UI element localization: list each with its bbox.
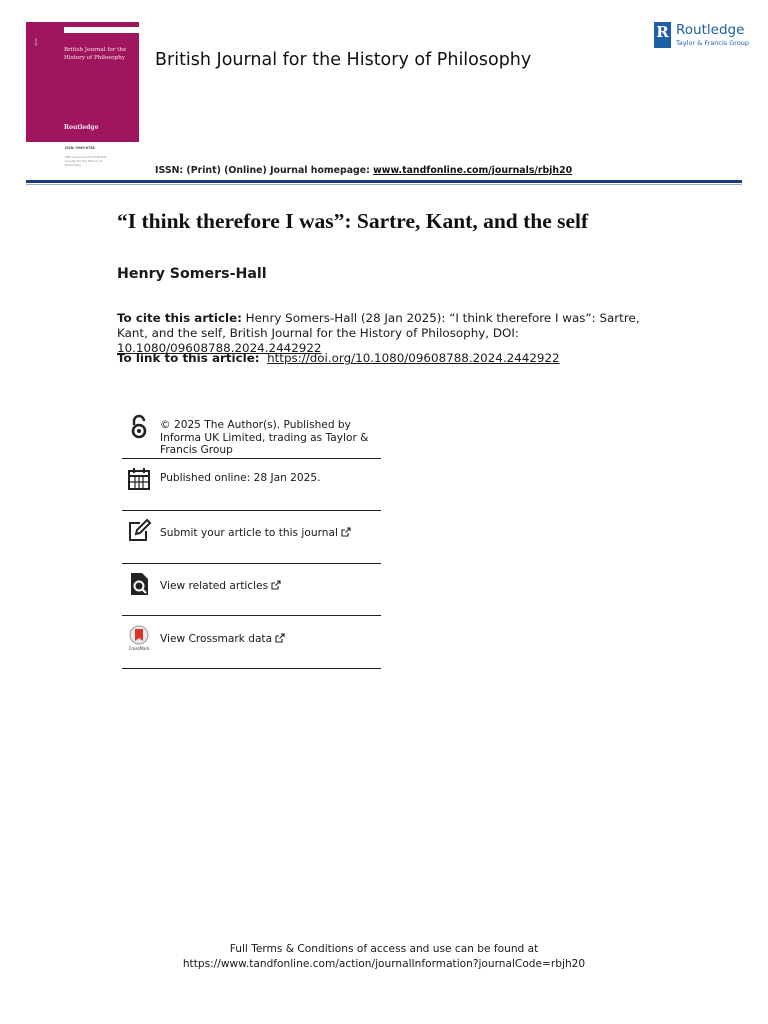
submit-article-item[interactable]: [122, 518, 381, 562]
cover-date: [112, 36, 136, 42]
routledge-mark-icon: [654, 22, 671, 48]
cover-volume: [64, 36, 88, 42]
divider: [122, 615, 381, 616]
cover-publisher-logo: [64, 124, 98, 131]
cover-title: British Journal for the History of Philosophy: [64, 47, 127, 61]
edit-icon: [126, 518, 152, 544]
cover-note: Official journal of the British Society for the History of Philosophy: [65, 155, 107, 167]
divider: [122, 458, 381, 459]
citation-label: To cite this article:: [117, 311, 242, 325]
issn-line: [155, 165, 572, 176]
cover-number: [88, 36, 112, 42]
citation-block: [117, 311, 665, 356]
cover-logo-name: Routledge: [64, 124, 99, 131]
cover-spine-text: BJHP: [34, 37, 38, 46]
external-link-icon: [341, 527, 351, 537]
related-articles-link[interactable]: [160, 580, 281, 593]
citation-text: Henry Somers-Hall (28 Jan 2025): “I think therefore I was”: Sartre, Kant, and the self, British Journal for the History of Philosophy, DOI:: [117, 311, 640, 340]
citation-doi-link[interactable]: 10.1080/09608788.2024.2442922: [117, 341, 322, 355]
crossmark-icon-label: CrossMark: [128, 646, 150, 651]
external-link-icon: [271, 580, 281, 590]
article-author: Henry Somers-Hall: [117, 266, 267, 282]
crossmark-label: View Crossmark data: [160, 633, 273, 645]
journal-title: British Journal for the History of Philosophy: [155, 50, 532, 70]
calendar-icon: [126, 466, 152, 492]
external-link-icon: [275, 633, 285, 643]
crossmark-link[interactable]: [160, 633, 285, 646]
routledge-mark-letter: R: [656, 23, 669, 41]
open-access-icon: [126, 414, 152, 440]
journal-homepage-link[interactable]: www.tandfonline.com/journals/rbjh20: [373, 165, 573, 176]
crossmark-item[interactable]: [122, 624, 381, 668]
footer: [0, 942, 768, 972]
publisher-name: Routledge: [676, 22, 745, 38]
submit-article-label: Submit your article to this journal: [160, 527, 338, 539]
issn-prefix: ISSN: (Print) (Online) Journal homepage:: [155, 165, 374, 176]
cover-issn: ISSN: 0960-8788: [65, 146, 95, 150]
search-document-icon: [126, 571, 152, 597]
published-item: [122, 466, 381, 510]
publisher-logo[interactable]: [654, 22, 750, 48]
article-doi-link[interactable]: https://doi.org/10.1080/09608788.2024.2442922: [267, 351, 560, 365]
copyright-text: © 2025 The Author(s). Published by Informa UK Limited, trading as Taylor & Francis Group: [160, 419, 369, 456]
journal-cover: [26, 22, 139, 142]
related-articles-item[interactable]: [122, 571, 381, 615]
related-articles-label: View related articles: [160, 580, 269, 592]
divider: [122, 510, 381, 511]
article-title: “I think therefore I was”: Sartre, Kant, and the self: [117, 209, 589, 233]
header-divider-thin: [26, 184, 742, 185]
cover-header-strip: [64, 27, 139, 33]
divider: [122, 668, 381, 669]
submit-article-link[interactable]: [160, 527, 351, 540]
link-label: To link to this article:: [117, 351, 260, 365]
open-access-item: [122, 414, 381, 458]
publisher-subtitle: Taylor & Francis Group: [676, 39, 750, 47]
divider: [122, 563, 381, 564]
header-divider: [26, 180, 742, 183]
published-date-text: Published online: 28 Jan 2025.: [160, 472, 321, 484]
footer-terms-url[interactable]: https://www.tandfonline.com/action/journalInformation?journalCode=rbjh20: [182, 958, 586, 970]
footer-terms-text: Full Terms & Conditions of access and use can be found at: [229, 943, 539, 955]
article-link-line: [117, 351, 560, 365]
